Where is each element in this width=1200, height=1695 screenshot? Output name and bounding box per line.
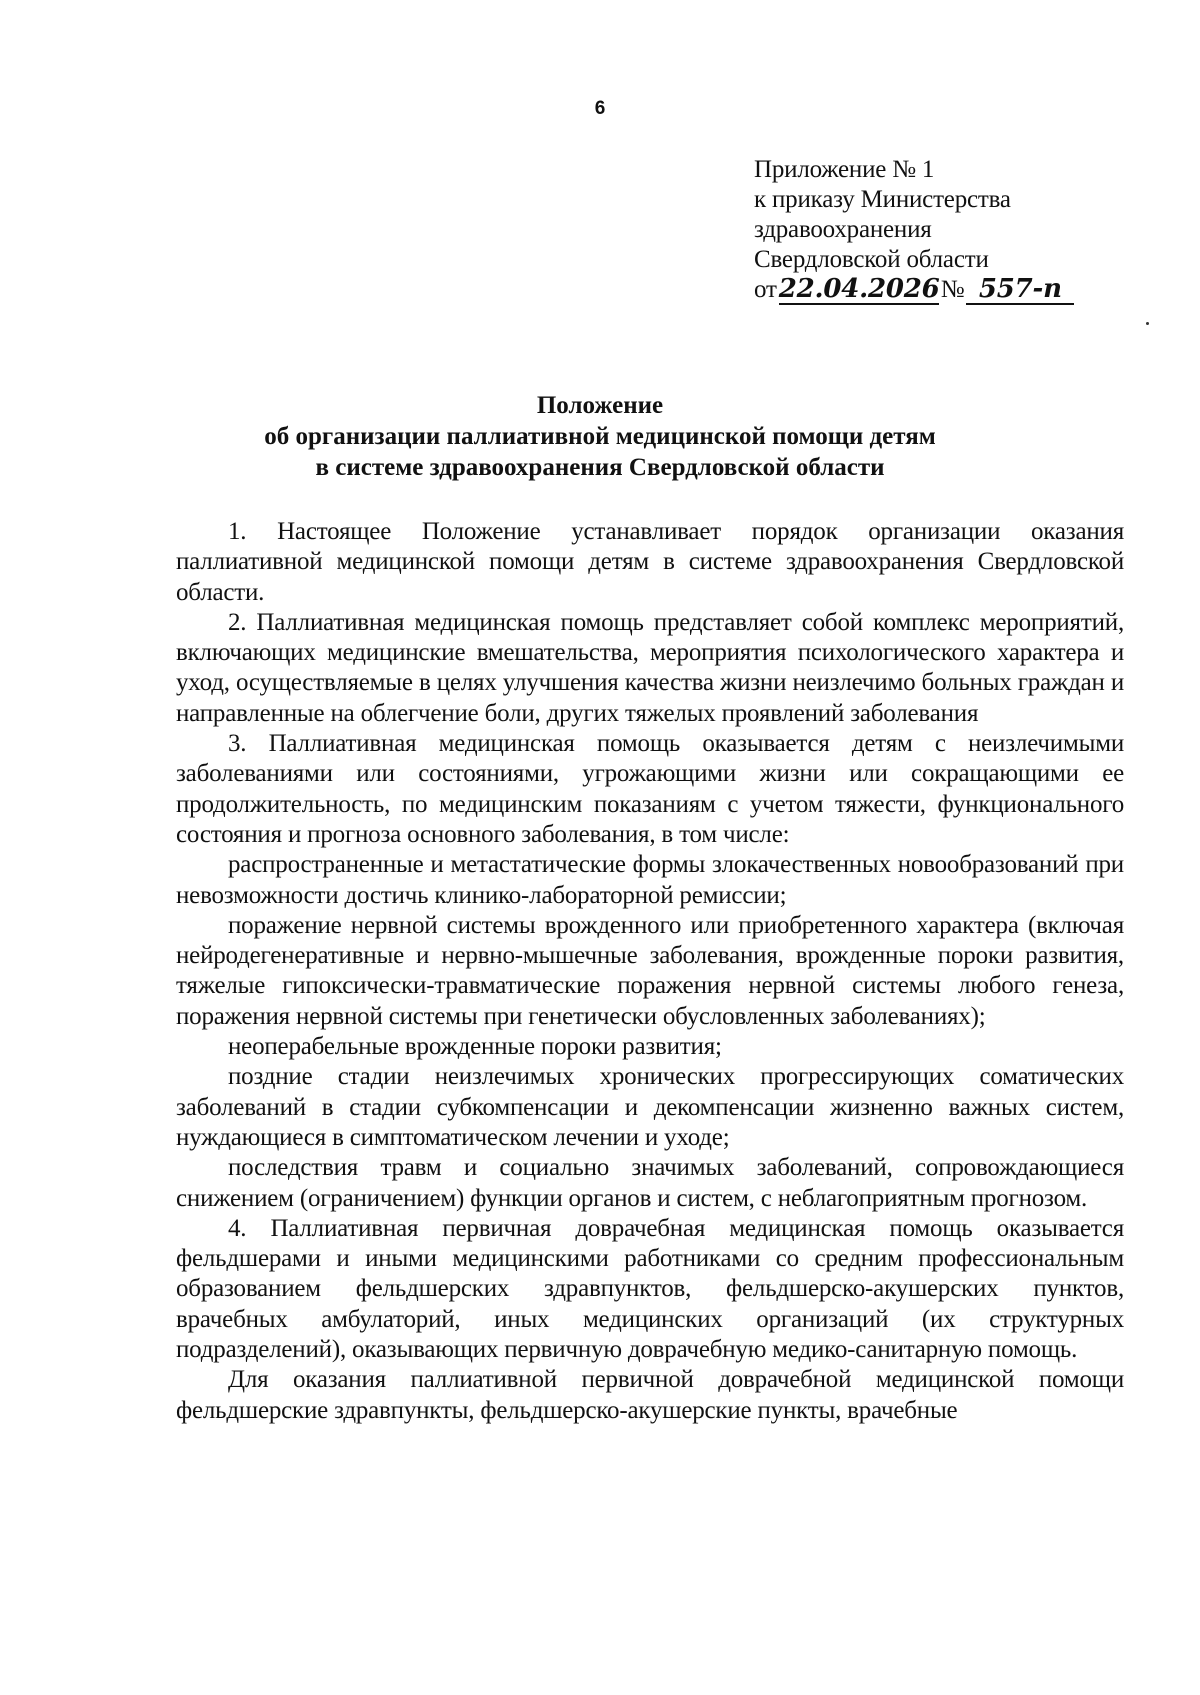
paragraph: Для оказания паллиативной первичной доврачебной медицинской помощи фельдшерские здравпункты, фельдшерско-акушерские пункты, врачебные — [176, 1366, 1124, 1424]
paragraph: 1. Настоящее Положение устанавливает порядок организации оказания паллиативной медицинской помощи детям в системе здравоохранения Свердловской области. — [176, 518, 1124, 606]
appendix-line: к приказу Министерства — [754, 186, 1011, 213]
title-line: Положение — [536, 392, 664, 419]
appendix-line: Приложение № 1 — [754, 156, 935, 183]
list-item: распространенные и метастатические формы злокачественных новообразований при невозможности достичь клинико-лабораторной ремиссии; — [176, 851, 1124, 909]
order-date-line — [754, 275, 1076, 305]
title-line: в системе здравоохранения Свердловской области — [315, 454, 885, 481]
title-line: об организации паллиативной медицинской помощи детям — [264, 423, 936, 450]
paragraph: 4. Паллиативная первичная доврачебная медицинская помощь оказывается фельдшерами и иными медицинскими работниками со средним профессиональным образованием фельдшерских здравпунктов, фельдшерско-акушерских пунктов, врачебных амбулаторий, иных медицинских организаций (их структурных подразделений), оказывающих первичную доврачебную медико-санитарную помощь. — [176, 1214, 1124, 1364]
document-title — [0, 390, 1200, 483]
page-number: 6 — [594, 98, 606, 119]
appendix-block — [754, 155, 1076, 305]
from-label: от — [754, 276, 777, 303]
list-item: неоперабельные врожденные пороки развития; — [228, 1033, 722, 1061]
list-item: поражение нервной системы врожденного или приобретенного характера (включая нейродегенеративные и нервно-мышечные заболевания, врожденные пороки развития, тяжелые гипоксически-травматические поражения нервной системы любого генеза, поражения нервной системы при генетически обусловленных заболеваниях); — [176, 911, 1124, 1030]
handwritten-date: 22.04.2026 — [778, 274, 940, 304]
paragraph: 2. Паллиативная медицинская помощь представляет собой комплекс мероприятий, включающих медицинские вмешательства, мероприятия психологического характера и уход, осуществляемые в целях улучшения качества жизни неизлечимо больных граждан и направленные на облегчение боли, других тяжелых проявлений заболевания — [176, 608, 1124, 727]
list-item: последствия травм и социально значимых заболеваний, сопровождающиеся снижением (ограничением) функции органов и систем, с неблагоприятным прогнозом. — [176, 1154, 1124, 1212]
document-body — [176, 517, 1124, 1426]
number-label: № — [940, 276, 965, 303]
list-item: поздние стадии неизлечимых хронических прогрессирующих соматических заболеваний в стадии субкомпенсации и декомпенсации жизненно важных систем, нуждающиеся в симптоматическом лечении и уходе; — [176, 1063, 1124, 1151]
scan-speck — [1146, 322, 1149, 325]
handwritten-order-number: 557-п — [966, 275, 1074, 305]
appendix-line: Свердловской области — [754, 246, 989, 273]
paragraph: 3. Паллиативная медицинская помощь оказывается детям с неизлечимыми заболеваниями или состояниями, угрожающими жизни или сокращающими ее продолжительность, по медицинским показаниям с учетом тяжести, функционального состояния и прогноза основного заболевания, в том числе: — [176, 730, 1124, 848]
appendix-line: здравоохранения — [754, 216, 932, 243]
